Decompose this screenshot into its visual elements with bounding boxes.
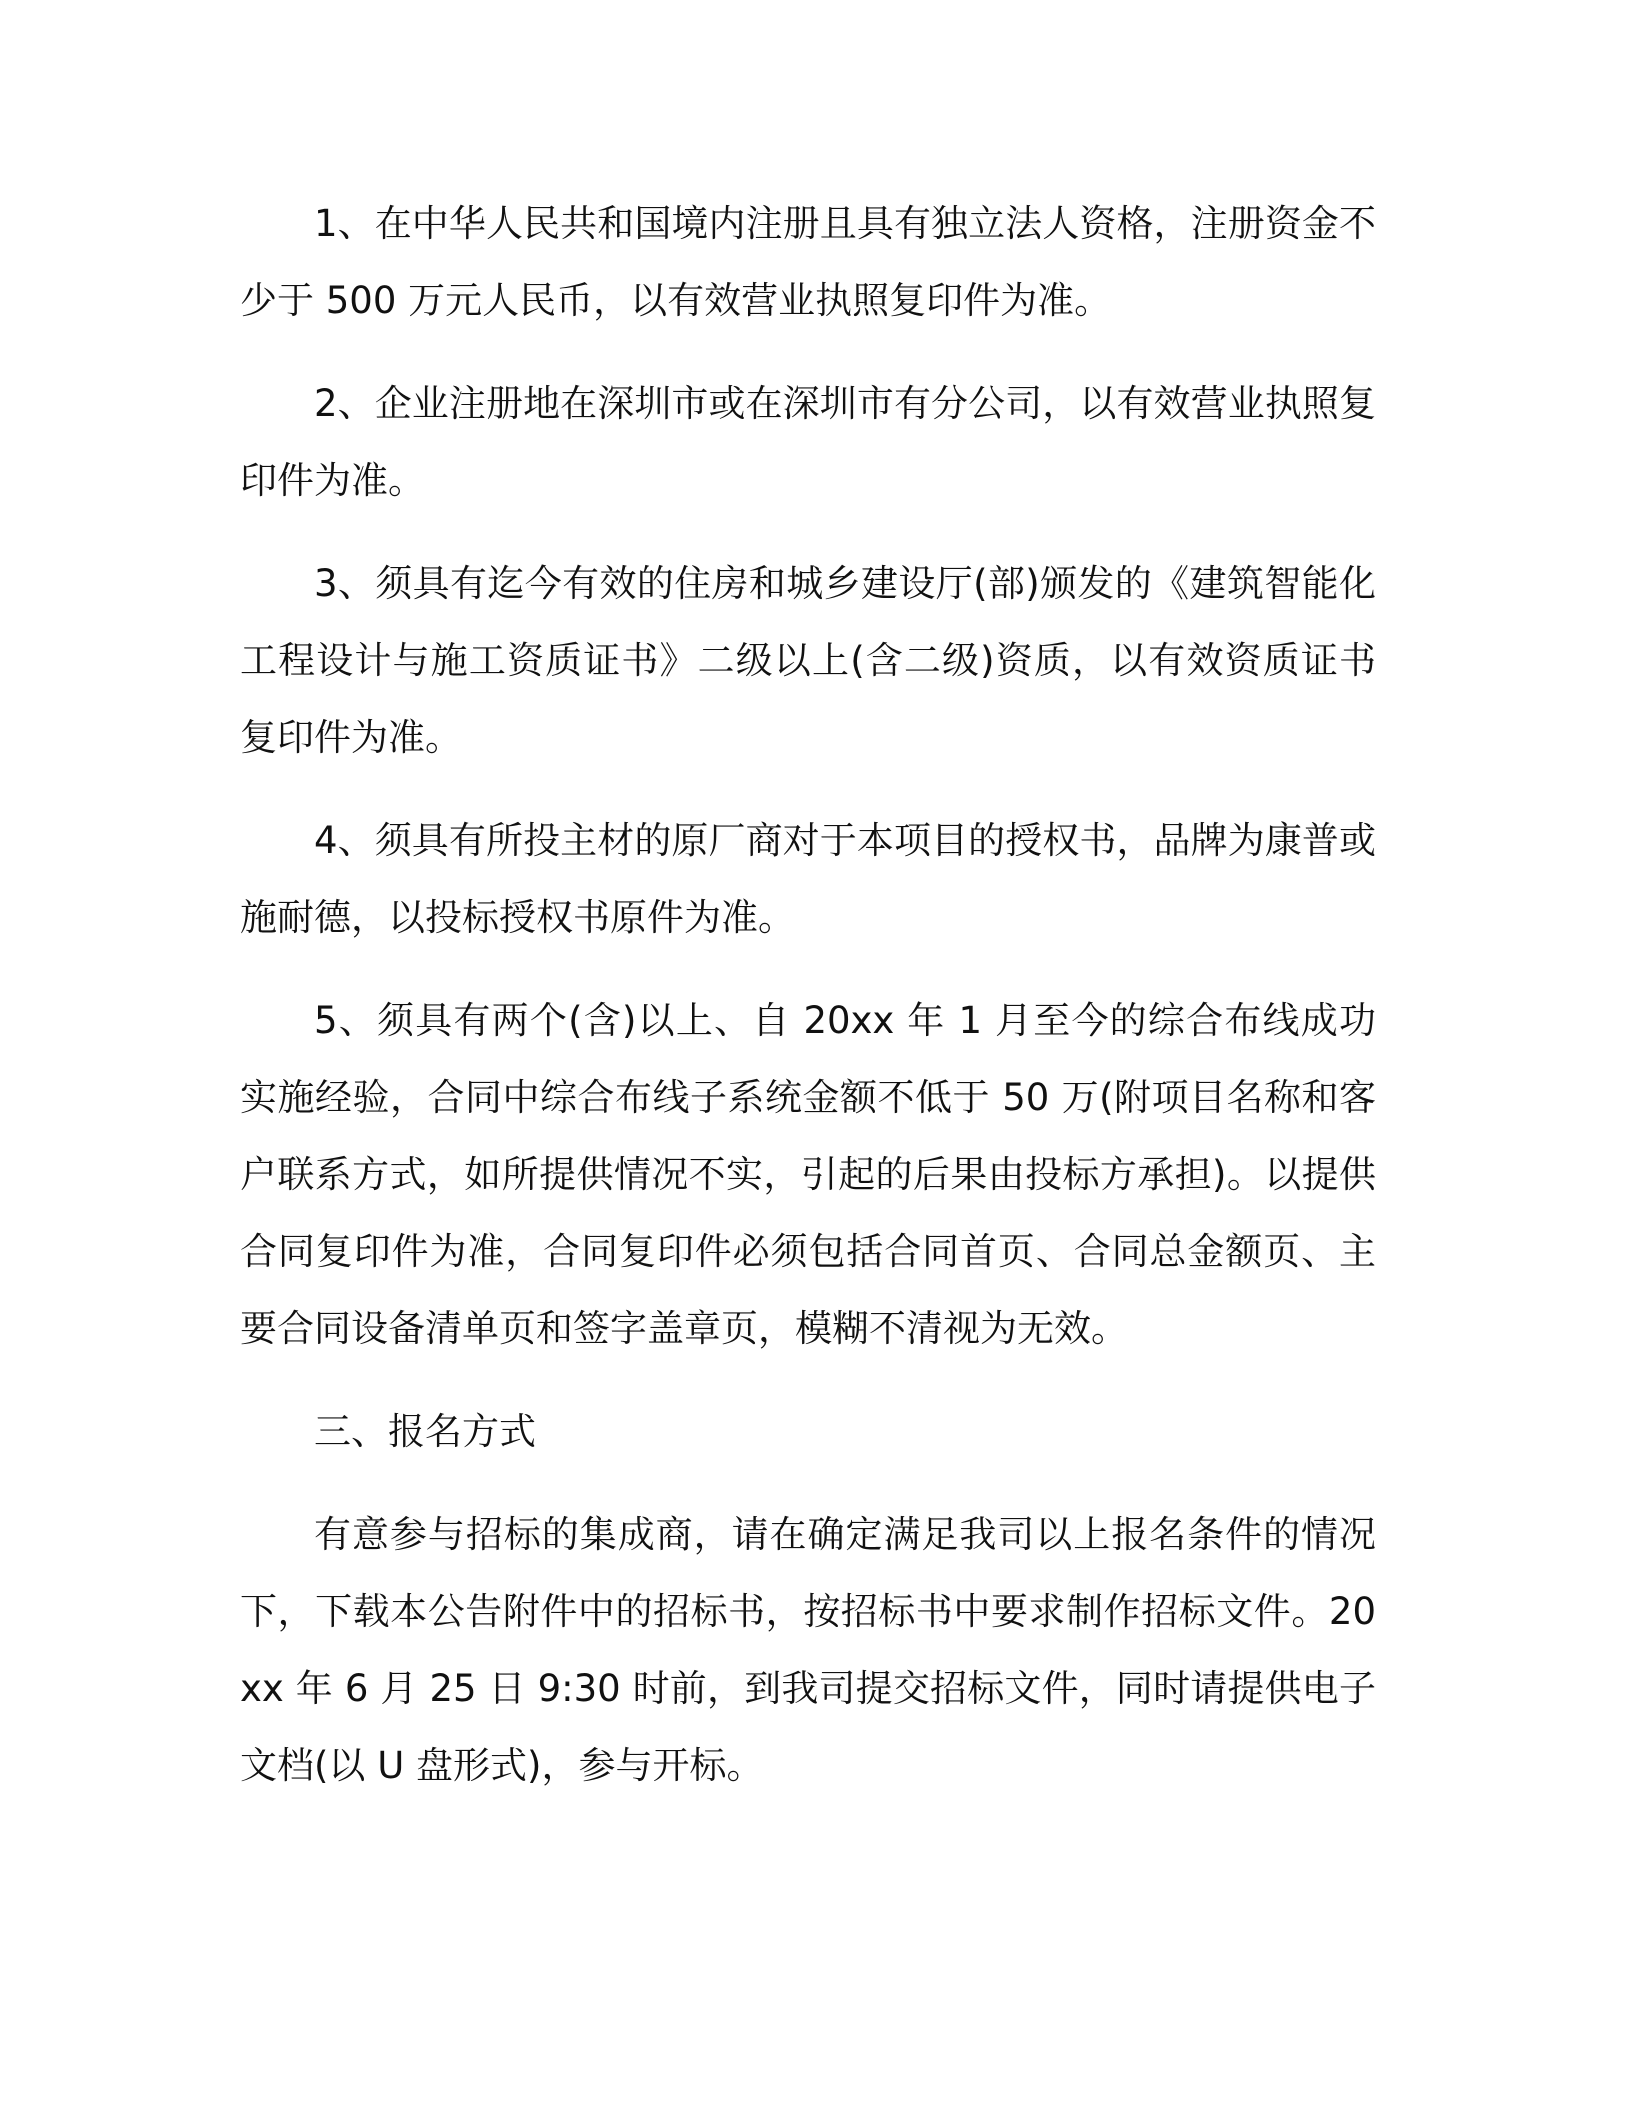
requirement-5: 5、须具有两个(含)以上、自 20xx 年 1 月至今的综合布线成功实施经验，合同中综合布线子系统金额不低于 50 万(附项目名称和客户联系方式，如所提供情况不实，引起的后果由投标方承担)。以提供合同复印件为准，合同复印件必须包括合同首页、合同总金额页、主要合同设备清单页和签字盖章页，模糊不清视为无效。 — [240, 999, 1376, 1350]
requirement-1: 1、在中华人民共和国境内注册且具有独立法人资格，注册资金不少于 500 万元人民币，以有效营业执照复印件为准。 — [240, 202, 1376, 322]
requirement-3: 3、须具有迄今有效的住房和城乡建设厅(部)颁发的《建筑智能化工程设计与施工资质证书》二级以上(含二级)资质，以有效资质证书复印件为准。 — [240, 562, 1376, 759]
section-heading-registration: 三、报名方式 — [314, 1410, 536, 1453]
requirement-4: 4、须具有所投主材的原厂商对于本项目的授权书，品牌为康普或施耐德，以投标授权书原件为准。 — [240, 819, 1376, 939]
document-body — [240, 185, 1376, 1804]
requirement-2: 2、企业注册地在深圳市或在深圳市有分公司，以有效营业执照复印件为准。 — [240, 382, 1376, 502]
registration-paragraph: 有意参与招标的集成商，请在确定满足我司以上报名条件的情况下，下载本公告附件中的招标书，按招标书中要求制作招标文件。20xx 年 6 月 25 日 9:30 时前，到我司提交招标文件，同时请提供电子文档(以 U 盘形式)，参与开标。 — [240, 1513, 1376, 1787]
